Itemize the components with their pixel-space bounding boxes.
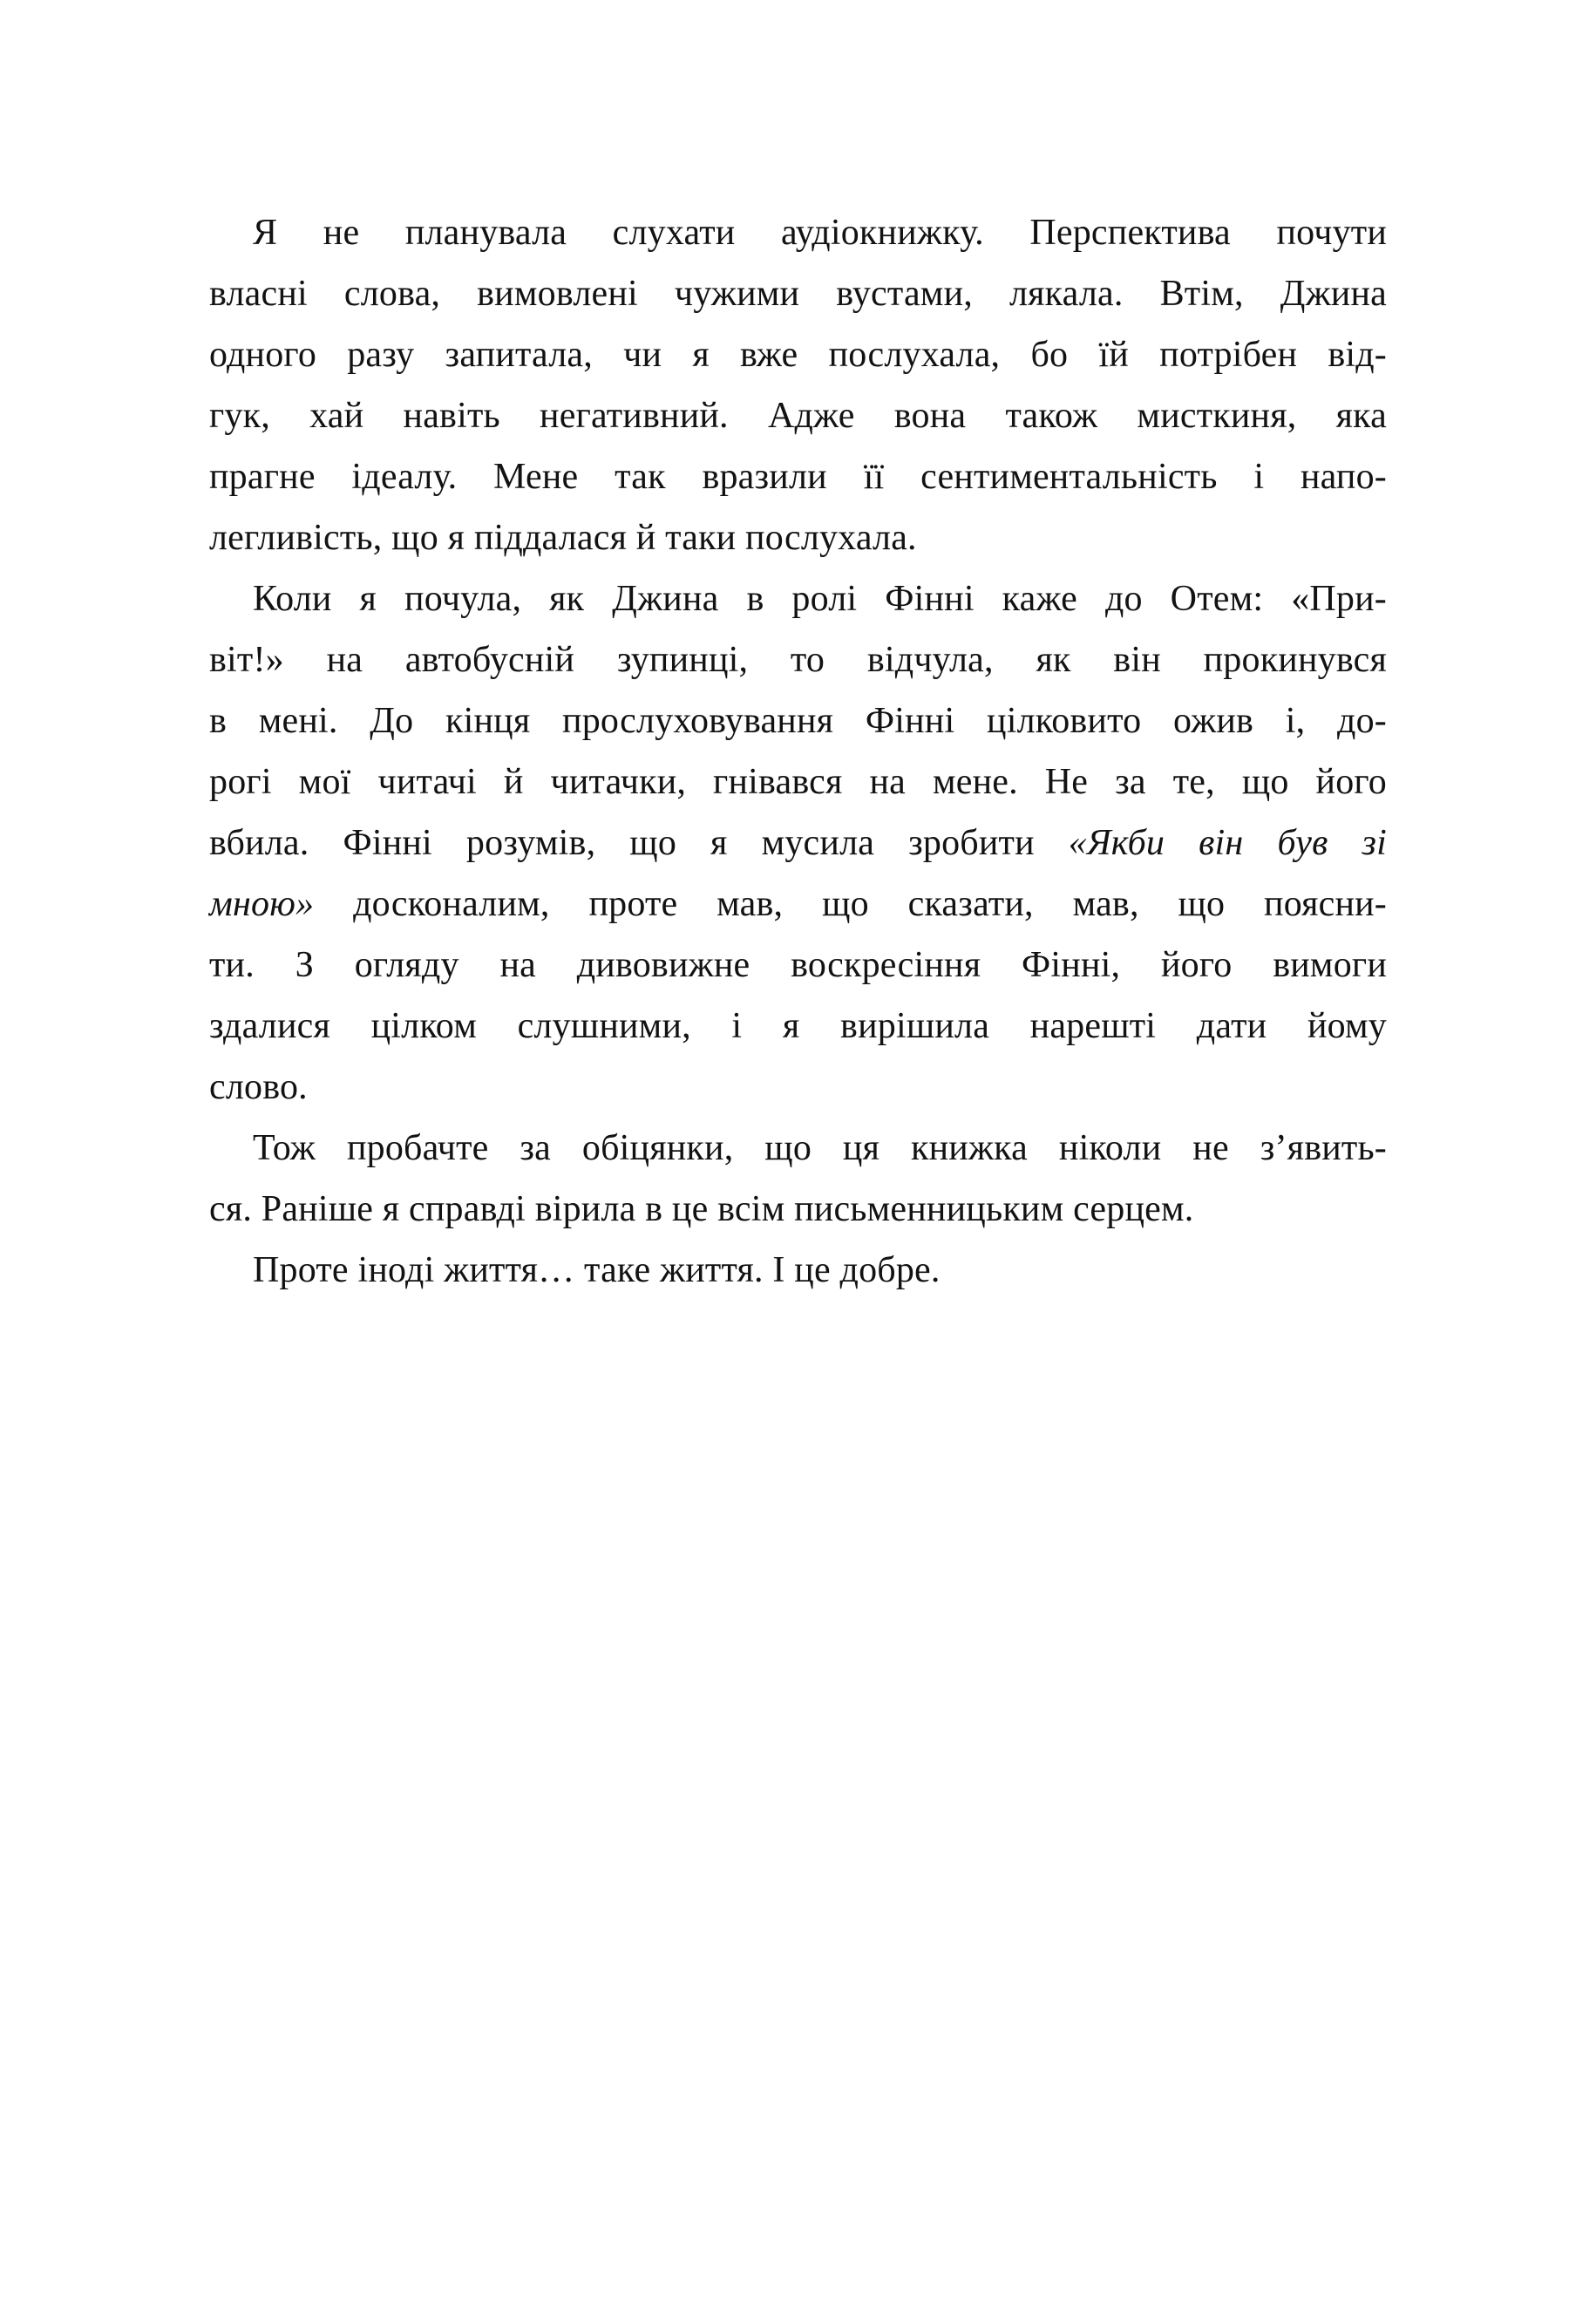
- italic-text-segment: мною»: [209, 884, 315, 924]
- text-line: [209, 874, 1387, 935]
- text-segment: гук, хай навіть негативний. Адже вона також мисткиня, яка: [209, 396, 1387, 436]
- text-line: [209, 507, 1387, 568]
- text-line: [209, 263, 1387, 324]
- text-line: [209, 1240, 1387, 1301]
- text-line: [209, 813, 1387, 874]
- text-segment: одного разу запитала, чи я вже послухала, бо їй потрібен від-: [209, 335, 1387, 375]
- text-line: [209, 935, 1387, 996]
- text-line: [209, 629, 1387, 690]
- text-line: [209, 568, 1387, 629]
- text-segment: рогі мої читачі й читачки, гнівався на мене. Не за те, що його: [209, 762, 1387, 802]
- text-segment: вбила. Фінні розумів, що я мусила зробити: [209, 823, 1069, 863]
- text-segment: слово.: [209, 1067, 308, 1107]
- text-segment: Проте іноді життя… таке життя. І це добре.: [253, 1250, 941, 1290]
- text-segment: в мені. До кінця прослуховування Фінні цілковито ожив і, до-: [209, 701, 1387, 741]
- italic-text-segment: «Якби він був зі: [1068, 823, 1387, 863]
- text-line: [209, 1057, 1387, 1118]
- text-line: [209, 996, 1387, 1057]
- text-segment: легливість, що я піддалася й таки послухала.: [209, 518, 917, 558]
- text-segment: віт!» на автобусній зупинці, то відчула, як він прокинувся: [209, 640, 1387, 680]
- text-line: [209, 1179, 1387, 1240]
- text-segment: Я не планувала слухати аудіокнижку. Перспектива почути: [253, 213, 1387, 253]
- text-line: [209, 385, 1387, 446]
- text-segment: ти. З огляду на дивовижне воскресіння Фінні, його вимоги: [209, 945, 1387, 985]
- text-line: [209, 1118, 1387, 1179]
- text-line: [209, 446, 1387, 507]
- text-segment: ся. Раніше я справді вірила в це всім письменницьким серцем.: [209, 1189, 1194, 1229]
- text-line: [209, 690, 1387, 751]
- text-segment: Тож пробачте за обіцянки, що ця книжка ніколи не з’явить-: [253, 1128, 1387, 1168]
- text-segment: Коли я почула, як Джина в ролі Фінні каже до Отем: «При-: [253, 579, 1387, 619]
- text-line: [209, 202, 1387, 263]
- text-segment: досконалим, проте мав, що сказати, мав, що поясни-: [314, 884, 1387, 924]
- text-segment: здалися цілком слушними, і я вирішила нарешті дати йому: [209, 1006, 1387, 1046]
- text-line: [209, 324, 1387, 385]
- text-segment: прагне ідеалу. Мене так вразили її сентиментальність і напо-: [209, 457, 1387, 497]
- text-block: [209, 202, 1387, 1301]
- text-segment: власні слова, вимовлені чужими вустами, лякала. Втім, Джина: [209, 274, 1387, 314]
- text-line: [209, 751, 1387, 813]
